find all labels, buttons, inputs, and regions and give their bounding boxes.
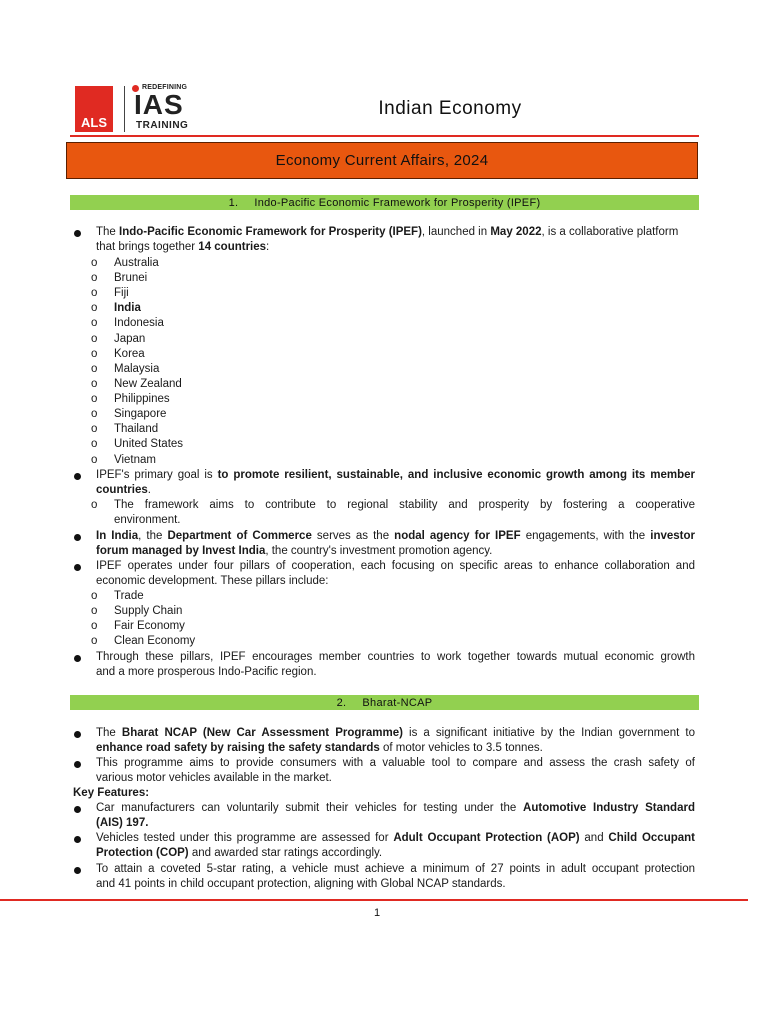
paragraph-line: This programme aims to provide consumers with a valuable tool to compare and assess the crash safety of	[96, 757, 695, 769]
section-heading	[70, 695, 699, 710]
list-item: Korea	[114, 348, 145, 360]
paragraph-line: The Bharat NCAP (New Car Assessment Programme) is a significant initiative by the Indian government to	[96, 727, 695, 739]
sub-bullet-icon: o	[91, 348, 98, 360]
paragraph-line: The framework aims to contribute to regional stability and prosperity by fostering a cooperative	[114, 499, 695, 511]
list-item: New Zealand	[114, 378, 182, 390]
paragraph-line: Protection (COP) and awarded star ratings accordingly.	[96, 847, 383, 859]
section-heading	[70, 195, 699, 210]
sub-bullet-icon: o	[91, 635, 98, 647]
sub-bullet-icon: o	[91, 620, 98, 632]
list-item: Malaysia	[114, 363, 160, 375]
sub-bullet-icon: o	[91, 287, 98, 299]
bullet-icon	[74, 230, 81, 237]
paragraph-line: environment.	[114, 514, 181, 526]
paragraph-line: In India, the Department of Commerce serves as the nodal agency for IPEF engagements, with the investor	[96, 530, 695, 542]
list-item: Singapore	[114, 408, 167, 420]
footer-divider	[0, 899, 748, 901]
list-item: Vietnam	[114, 454, 156, 466]
bullet-icon	[74, 836, 81, 843]
paragraph-line: forum managed by Invest India, the country's investment promotion agency.	[96, 545, 493, 557]
header-divider	[70, 135, 699, 137]
logo-tagline: REDEFINING	[142, 84, 188, 91]
list-item: Supply Chain	[114, 605, 183, 617]
section-number: 1.	[228, 196, 239, 209]
list-item: Brunei	[114, 272, 148, 284]
sub-bullet-icon: o	[91, 317, 98, 329]
paragraph-line: Through these pillars, IPEF encourages member countries to work together towards mutual economic growth	[96, 651, 695, 663]
paragraph-line: Car manufacturers can voluntarily submit their vehicles for testing under the Automotive Industry Standard	[96, 802, 695, 814]
bullet-icon	[74, 534, 81, 541]
paragraph-line: and 41 points in child occupant protection, aligning with Global NCAP standards.	[96, 878, 506, 890]
als-logo-text: ALS	[81, 115, 107, 130]
sub-bullet-icon: o	[91, 393, 98, 405]
list-item: Philippines	[114, 393, 170, 405]
logo-ias-text: IAS	[134, 89, 184, 120]
list-item: United States	[114, 438, 184, 450]
list-item: Fiji	[114, 287, 129, 299]
list-item: Trade	[114, 590, 144, 602]
ias-training-logo	[132, 84, 202, 134]
list-item: Indonesia	[114, 317, 164, 329]
paragraph-line: that brings together 14 countries:	[96, 241, 270, 253]
paragraph-line: (AIS) 197.	[96, 817, 149, 829]
paragraph-line: and a more prosperous Indo-Pacific region.	[96, 666, 317, 678]
paragraph-line: The Indo-Pacific Economic Framework for Prosperity (IPEF), launched in May 2022, is a collaborative platform	[96, 226, 679, 238]
section-title: Bharat-NCAP	[362, 696, 433, 709]
logo-training-text: TRAINING	[136, 120, 189, 131]
sub-bullet-icon: o	[91, 590, 98, 602]
paragraph-line: economic development. These pillars include:	[96, 575, 329, 587]
sub-bullet-icon: o	[91, 257, 98, 269]
sub-bullet-icon: o	[91, 363, 98, 375]
page-number: 1	[374, 907, 381, 919]
paragraph-line: various motor vehicles available in the market.	[96, 772, 332, 784]
list-item: Fair Economy	[114, 620, 185, 632]
page-header	[0, 0, 768, 140]
sub-bullet-icon: o	[91, 378, 98, 390]
sub-bullet-icon: o	[91, 454, 98, 466]
paragraph-line: Vehicles tested under this programme are assessed for Adult Occupant Protection (AOP) and Child Occupant	[96, 832, 695, 844]
sub-bullet-icon: o	[91, 499, 98, 511]
key-features-heading: Key Features:	[73, 787, 150, 799]
bullet-icon	[74, 655, 81, 662]
bullet-icon	[74, 473, 81, 480]
bullet-icon	[74, 731, 81, 738]
paragraph-line: To attain a coveted 5-star rating, a vehicle must achieve a minimum of 27 points in adult occupant protection	[96, 863, 695, 875]
paragraph-line: countries.	[96, 484, 151, 496]
list-item: Thailand	[114, 423, 159, 435]
document-banner: Economy Current Affairs, 2024	[66, 142, 698, 179]
subject-title: Indian Economy	[378, 98, 522, 119]
list-item: Japan	[114, 333, 146, 345]
sub-bullet-icon: o	[91, 408, 98, 420]
sub-bullet-icon: o	[91, 302, 98, 314]
section-title: Indo-Pacific Economic Framework for Prosperity (IPEF)	[254, 196, 541, 209]
paragraph-line: enhance road safety by raising the safety standards of motor vehicles to 3.5 tonnes.	[96, 742, 543, 754]
section-number: 2.	[336, 696, 347, 709]
list-item: India	[114, 302, 141, 314]
sub-bullet-icon: o	[91, 423, 98, 435]
sub-bullet-icon: o	[91, 605, 98, 617]
logo-divider	[124, 86, 125, 132]
bullet-icon	[74, 564, 81, 571]
list-item: Clean Economy	[114, 635, 196, 647]
list-item: Australia	[114, 257, 159, 269]
paragraph-line: IPEF operates under four pillars of cooperation, each focusing on specific areas to enhance collaboration and	[96, 560, 695, 572]
als-logo	[75, 86, 113, 132]
bullet-icon	[74, 806, 81, 813]
bullet-icon	[74, 867, 81, 874]
sub-bullet-icon: o	[91, 333, 98, 345]
paragraph-line: IPEF's primary goal is to promote resilient, sustainable, and inclusive economic growth among its member	[96, 469, 695, 481]
sub-bullet-icon: o	[91, 438, 98, 450]
bullet-icon	[74, 761, 81, 768]
sub-bullet-icon: o	[91, 272, 98, 284]
